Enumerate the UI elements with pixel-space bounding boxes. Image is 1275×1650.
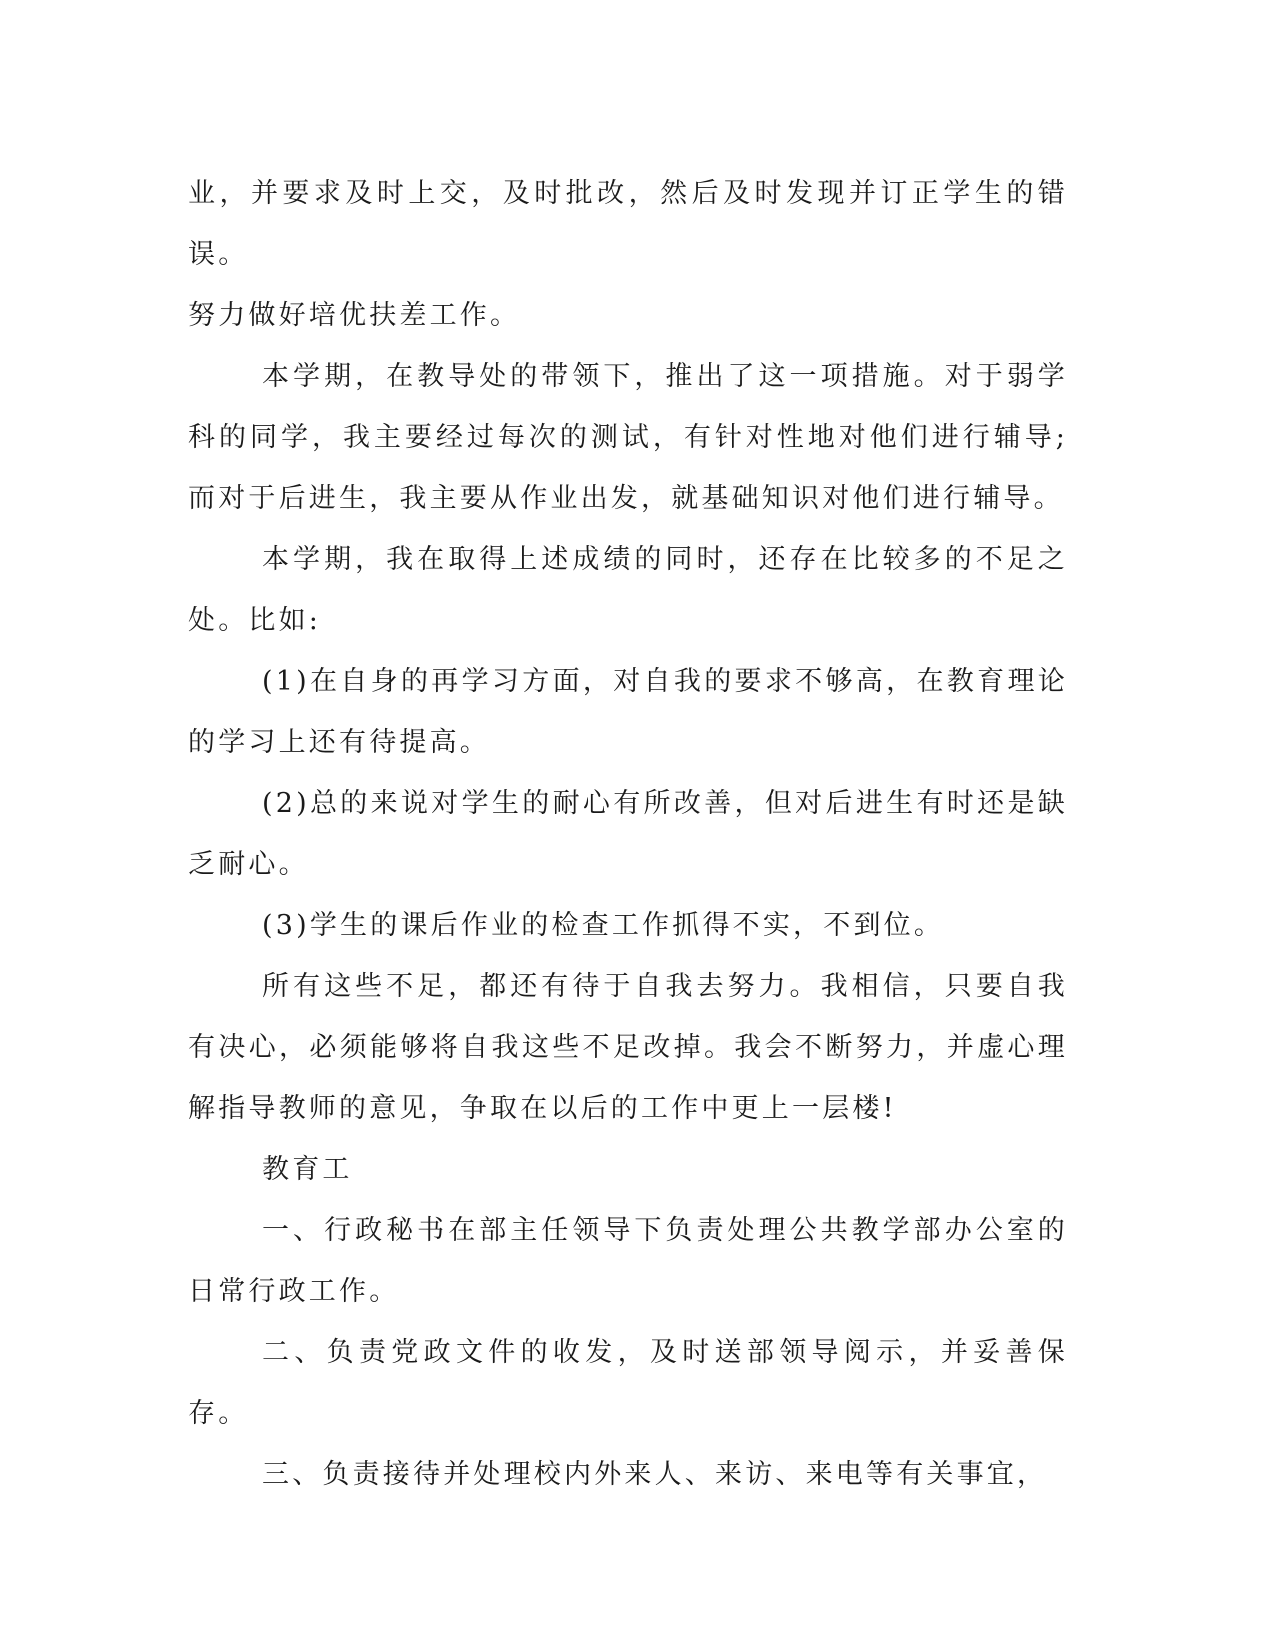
paragraph-7: (3)学生的课后作业的检查工作抓得不实，不到位。 <box>262 910 945 941</box>
paragraph-9: 一、行政秘书在部主任领导下负责处理公共教学部办公室的日常行政工作。 <box>188 1215 1068 1307</box>
paragraph-4: 本学期，我在取得上述成绩的同时，还存在比较多的不足之处。比如: <box>188 544 1068 636</box>
paragraph-6: (2)总的来说对学生的耐心有所改善，但对后进生有时还是缺乏耐心。 <box>188 788 1068 880</box>
paragraph-3: 本学期，在教导处的带领下，推出了这一项措施。对于弱学科的同学，我主要经过每次的测试，有针对性地对他们进行辅导;而对于后进生，我主要从作业出发，就基础知识对他们进行辅导。 <box>188 361 1068 514</box>
section-heading: 教育工 <box>262 1154 353 1185</box>
paragraph-8: 所有这些不足，都还有待于自我去努力。我相信，只要自我有决心，必须能够将自我这些不足改掉。我会不断努力，并虚心理解指导教师的意见，争取在以后的工作中更上一层楼! <box>188 971 1068 1124</box>
paragraph-10: 二、负责党政文件的收发，及时送部领导阅示，并妥善保存。 <box>188 1337 1068 1429</box>
document-body <box>188 163 1068 1505</box>
paragraph-5: (1)在自身的再学习方面，对自我的要求不够高，在教育理论的学习上还有待提高。 <box>188 666 1068 758</box>
paragraph-2: 努力做好培优扶差工作。 <box>188 300 521 331</box>
paragraph-11: 三、负责接待并处理校内外来人、来访、来电等有关事宜， <box>262 1459 1048 1490</box>
paragraph-1: 业，并要求及时上交，及时批改，然后及时发现并订正学生的错误。 <box>188 178 1068 270</box>
